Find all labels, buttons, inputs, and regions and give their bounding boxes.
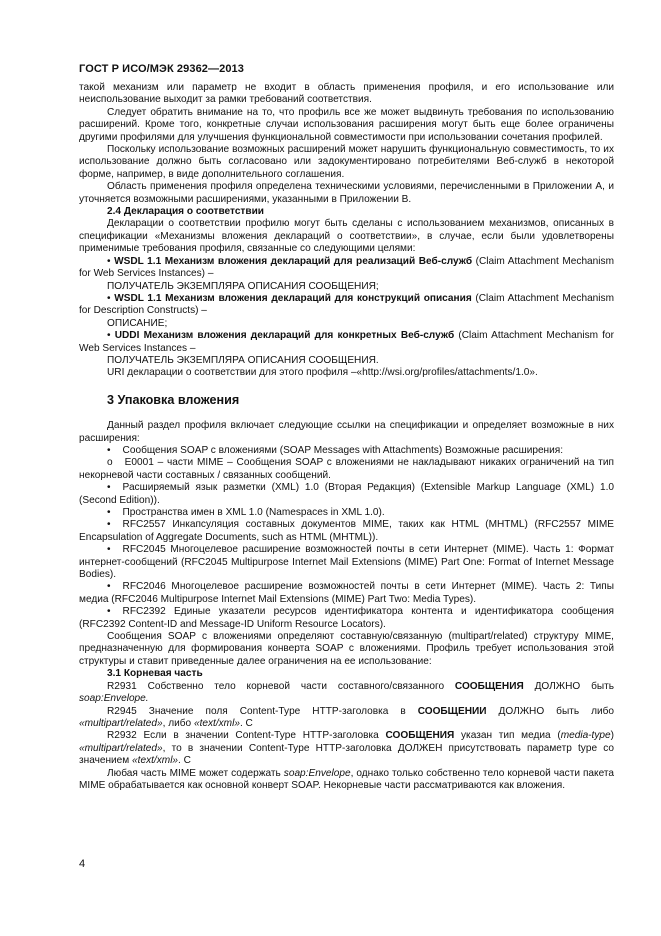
paragraph: Область применения профиля определена техническими условиями, перечисленными в Приложении А, и уточняется возможными расширениями, указанными в Приложении В. bbox=[79, 181, 614, 205]
list-item: • WSDL 1.1 Механизм вложения деклараций для конструкций описания (Claim Attachment Mechanism for Description Constructs) – bbox=[79, 292, 614, 317]
claim-uri-line: URI декларации о соответствии для этого профиля –«http://wsi.org/profiles/attachments/1.0». bbox=[107, 367, 538, 379]
requirement-text: R2945 Значение поля Content-Type HTTP-заголовка в bbox=[107, 705, 418, 717]
paragraph bbox=[79, 768, 614, 793]
list-item: o E0001 – части MIME – Сообщения SOAP с вложениями не накладывают никаких ограничений на тип некорневой части составных / связанных сообщений. bbox=[79, 457, 614, 481]
requirement-text: , либо bbox=[162, 717, 194, 729]
requirement-term: «text/xml» bbox=[132, 755, 179, 767]
list-item-bold: WSDL 1.1 Механизм вложения деклараций для конструкций описания bbox=[114, 292, 472, 304]
list-item-text: E0001 – части MIME – Сообщения SOAP с вложениями не накладывают никаких ограничений на тип некорневой части составных / связанных сообщений. bbox=[79, 457, 614, 481]
requirement-text: R2931 Собственно тело корневой части составного/связанного bbox=[107, 680, 455, 692]
requirement-text: ) bbox=[610, 730, 614, 742]
list-item-text: (Claim Attachment Mechanism for Web Services Instances – bbox=[79, 330, 614, 354]
list-item: • UDDI Механизм вложения деклараций для конкретных Веб-служб (Claim Attachment Mechanism for Web Services Instances – bbox=[79, 330, 614, 354]
subsection-heading-2-4: 2.4 Декларация о соответствии bbox=[107, 206, 264, 218]
list-item-text: RFC2557 Инкапсуляция составных документов MIME, таких как HTML (MHTML) (RFC2557 MIME Encapsulation of Aggregate Documents, such as HTML (MHTML)). bbox=[79, 519, 614, 543]
requirement-keyword: СООБЩЕНИЯ bbox=[385, 730, 455, 742]
paragraph: Сообщения SOAP с вложениями определяют составную/связанную (multipart/related) структуру MIME, предназначенную для формирования конверта SOAP с вложениями. Профиль требует использования этой структуры и ставит приведенные далее ограничения на ее использование: bbox=[79, 631, 614, 667]
list-item-bold: UDDI Механизм вложения деклараций для конкретных Веб-служб bbox=[114, 330, 455, 342]
standard-header: ГОСТ Р ИСО/МЭК 29362—2013 bbox=[79, 63, 244, 75]
paragraph: Данный раздел профиля включает следующие ссылки на спецификации и определяет возможные в них расширения: bbox=[79, 420, 614, 444]
requirement-term: «multipart/related» bbox=[79, 742, 163, 754]
list-item-text: RFC2046 Многоцелевое расширение возможностей почты в сети Интернет (MIME). Часть 2: Типы медиа (RFC2046 Multipurpose Internet Mail Extensions (MIME) Part Two: Media Types). bbox=[79, 581, 614, 605]
requirement-r2931 bbox=[79, 681, 614, 706]
list-item-text: RFC2392 Единые указатели ресурсов идентификатора контента и идентификатора сообщения (RFC2392 Content-ID and Message-ID Uniform Resource Locators). bbox=[79, 606, 614, 630]
requirement-text: указан тип медиа ( bbox=[454, 730, 561, 742]
subsection-heading-3-1: 3.1 Корневая часть bbox=[107, 668, 203, 680]
requirement-r2945 bbox=[79, 706, 614, 731]
page-number: 4 bbox=[79, 858, 86, 870]
requirement-r2932 bbox=[79, 730, 614, 767]
list-item: • WSDL 1.1 Механизм вложения деклараций для реализаций Веб-служб (Claim Attachment Mechanism for Web Services Instances) – bbox=[79, 255, 614, 280]
requirement-text: . C bbox=[239, 717, 253, 729]
paragraph: такой механизм или параметр не входит в область применения профиля, и его использование или неиспользование выходит за рамки требований соответствия. bbox=[79, 82, 614, 106]
requirement-keyword: СООБЩЕНИИ bbox=[417, 705, 487, 717]
list-item-text: (Claim Attachment Mechanism for Description Constructs) – bbox=[79, 292, 614, 317]
paragraph-text: , однако только собственно тело корневой части пакета MIME обрабатывается как основной конверт SOAP. Некорневые части рассматриваются как вложения. bbox=[79, 767, 614, 791]
list-item-text: (Claim Attachment Mechanism for Web Services Instances) – bbox=[79, 255, 614, 280]
list-item-target: ПОЛУЧАТЕЛЬ ЭКЗЕМПЛЯРА ОПИСАНИЯ СООБЩЕНИЯ. bbox=[107, 354, 379, 366]
list-item: • RFC2046 Многоцелевое расширение возможностей почты в сети Интернет (MIME). Часть 2: Типы медиа (RFC2046 Multipurpose Internet Mail Extensions (MIME) Part Two: Media Types). bbox=[79, 581, 614, 605]
document-body bbox=[79, 82, 614, 792]
requirement-keyword: СООБЩЕНИЯ bbox=[454, 680, 524, 692]
list-item: • Пространства имен в XML 1.0 (Namespaces in XML 1.0). bbox=[107, 507, 385, 518]
list-item-target: ПОЛУЧАТЕЛЬ ЭКЗЕМПЛЯРА ОПИСАНИЯ СООБЩЕНИЯ; bbox=[107, 280, 379, 292]
list-item: • RFC2392 Единые указатели ресурсов идентификатора контента и идентификатора сообщения (RFC2392 Content-ID and Message-ID Uniform Resource Locators). bbox=[79, 606, 614, 630]
list-item-text: Пространства имен в XML 1.0 (Namespaces in XML 1.0). bbox=[122, 507, 385, 518]
list-item: • Сообщения SOAP с вложениями (SOAP Messages with Attachments) Возможные расширения: bbox=[107, 444, 564, 456]
requirement-text: . C bbox=[178, 755, 191, 767]
paragraph: Декларации о соответствии профилю могут быть сделаны с использованием механизмов, описанных в спецификации «Механизмы вложения деклараций о соответствии», в случае, если были удовлетворены применимые требования профиля, связанные со следующими целями: bbox=[79, 218, 614, 255]
requirement-term: «multipart/related» bbox=[79, 717, 163, 729]
list-item-target: ОПИСАНИЕ; bbox=[107, 317, 168, 329]
paragraph: Следует обратить внимание на то, что профиль все же может выдвинуть требования по использованию расширений. Кроме того, конкретные случаи использования расширения могут быть еще более ограничены другими профилями для улучшения функциональной совместимости при использовании сочетания профилей. bbox=[79, 106, 614, 143]
requirement-term: «text/xml» bbox=[193, 717, 240, 729]
requirement-text: , то в значении Content-Type HTTP-заголовка ДОЛЖЕН присутствовать параметр type со значением bbox=[79, 742, 614, 767]
list-item-text: RFC2045 Многоцелевое расширение возможностей почты в сети Интернет (MIME). Часть 1: Формат интернет-сообщений (RFC2045 Multipurpose Internet Mail Extensions (MIME) Part One: Format of Internet Message Bodies). bbox=[79, 544, 614, 581]
paragraph: Поскольку использование возможных расширений может нарушить функциональную совместимость, то их использование должно быть согласовано или задокументировано потребителями Веб-служб в некоторой форме, например, в виде дополнительного соглашения. bbox=[79, 144, 614, 180]
list-item: • Расширяемый язык разметки (XML) 1.0 (Вторая Редакция) (Extensible Markup Language (XML) 1.0 (Second Edition)). bbox=[79, 482, 614, 506]
paragraph-term: soap:Envelope bbox=[283, 767, 351, 779]
requirement-text: ДОЛЖНО быть bbox=[523, 680, 614, 692]
requirement-text: ДОЛЖНО быть либо bbox=[486, 705, 614, 717]
list-item-text: Расширяемый язык разметки (XML) 1.0 (Вторая Редакция) (Extensible Markup Language (XML) 1.0 (Second Edition)). bbox=[79, 482, 614, 506]
list-item-text: Сообщения SOAP с вложениями (SOAP Messages with Attachments) Возможные расширения: bbox=[122, 444, 564, 456]
paragraph-text: Любая часть MIME может содержать bbox=[107, 767, 284, 779]
requirement-term: soap:Envelope. bbox=[79, 693, 149, 705]
list-item: • RFC2557 Инкапсуляция составных документов MIME, таких как HTML (MHTML) (RFC2557 MIME Encapsulation of Aggregate Documents, such as HTML (MHTML)). bbox=[79, 519, 614, 543]
list-item: • RFC2045 Многоцелевое расширение возможностей почты в сети Интернет (MIME). Часть 1: Формат интернет-сообщений (RFC2045 Multipurpose Internet Mail Extensions (MIME) Part One: Format of Internet Message Bodies). bbox=[79, 544, 614, 581]
section-heading-3: 3 Упаковка вложения bbox=[107, 392, 240, 407]
requirement-term: media-type bbox=[560, 730, 611, 742]
requirement-text: R2932 Если в значении Content-Type HTTP-заголовка bbox=[107, 730, 386, 742]
list-item-bold: WSDL 1.1 Механизм вложения деклараций для реализаций Веб-служб bbox=[114, 255, 473, 267]
